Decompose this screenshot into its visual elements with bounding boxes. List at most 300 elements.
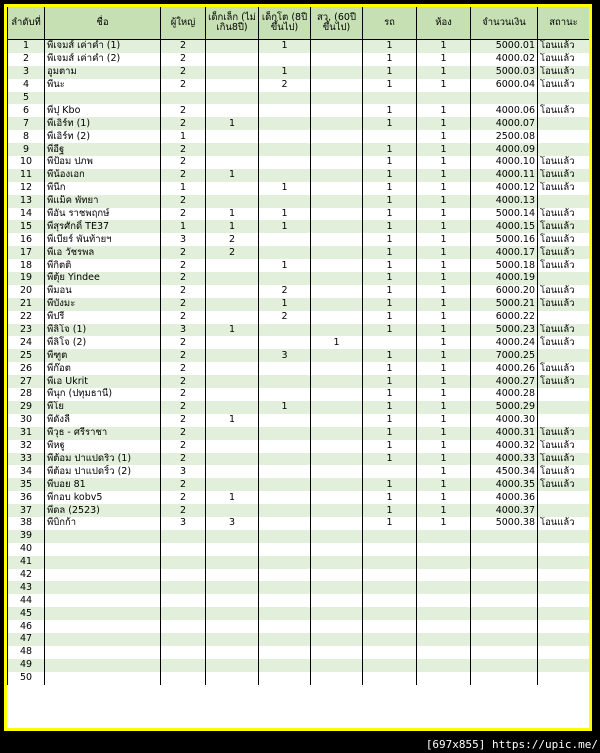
cell-seniors: [311, 556, 363, 569]
cell-index: 42: [8, 569, 45, 582]
table-row: [8, 92, 590, 105]
cell-amount: [471, 530, 538, 543]
cell-adults: 2: [161, 440, 206, 453]
cell-amount: 5000.14: [471, 208, 538, 221]
cell-seniors: [311, 324, 363, 337]
cell-index: 23: [8, 324, 45, 337]
cell-big-kids: [259, 504, 311, 517]
cell-adults: 2: [161, 246, 206, 259]
cell-adults: 2: [161, 504, 206, 517]
cell-index: 17: [8, 246, 45, 259]
cell-amount: 4000.13: [471, 195, 538, 208]
table-body: [8, 40, 590, 685]
cell-small-kids: [206, 440, 259, 453]
cell-small-kids: [206, 646, 259, 659]
table-row: [8, 324, 590, 337]
cell-seniors: [311, 633, 363, 646]
cell-room: 1: [417, 259, 471, 272]
cell-small-kids: [206, 659, 259, 672]
cell-car: [363, 465, 417, 478]
cell-small-kids: [206, 272, 259, 285]
cell-room: 1: [417, 440, 471, 453]
cell-name: พี่บังมะ: [45, 298, 161, 311]
cell-seniors: [311, 220, 363, 233]
cell-status: โอนแล้ว: [538, 66, 590, 79]
cell-big-kids: 1: [259, 220, 311, 233]
cell-small-kids: [206, 375, 259, 388]
cell-adults: 2: [161, 311, 206, 324]
cell-name: พี่ลิโจ (2): [45, 336, 161, 349]
cell-seniors: [311, 478, 363, 491]
cell-adults: 2: [161, 272, 206, 285]
cell-name: พี่กิตติ: [45, 259, 161, 272]
cell-room: 1: [417, 491, 471, 504]
cell-room: 1: [417, 478, 471, 491]
cell-room: [417, 556, 471, 569]
cell-amount: 5000.21: [471, 298, 538, 311]
cell-name: พี่บิ๊กก้า: [45, 517, 161, 530]
table-row: [8, 182, 590, 195]
cell-small-kids: [206, 156, 259, 169]
table-row: [8, 414, 590, 427]
cell-status: [538, 388, 590, 401]
cell-small-kids: [206, 79, 259, 92]
table-row: [8, 375, 590, 388]
cell-amount: 4000.30: [471, 414, 538, 427]
cell-index: 48: [8, 646, 45, 659]
cell-adults: 2: [161, 478, 206, 491]
cell-amount: [471, 620, 538, 633]
table-row: [8, 478, 590, 491]
cell-name: [45, 543, 161, 556]
table-row: [8, 388, 590, 401]
cell-big-kids: [259, 324, 311, 337]
cell-big-kids: [259, 427, 311, 440]
cell-name: พี่เอิร์ท (2): [45, 130, 161, 143]
cell-name: [45, 581, 161, 594]
cell-car: [363, 92, 417, 105]
cell-big-kids: [259, 581, 311, 594]
cell-room: 1: [417, 104, 471, 117]
cell-status: โอนแล้ว: [538, 156, 590, 169]
cell-name: พี่บอย 81: [45, 478, 161, 491]
cell-big-kids: [259, 233, 311, 246]
cell-big-kids: 1: [259, 40, 311, 53]
cell-amount: 5000.38: [471, 517, 538, 530]
cell-status: [538, 594, 590, 607]
cell-amount: 4000.33: [471, 453, 538, 466]
cell-adults: 2: [161, 66, 206, 79]
cell-index: 8: [8, 130, 45, 143]
cell-car: [363, 620, 417, 633]
cell-status: [538, 659, 590, 672]
table-row: [8, 504, 590, 517]
cell-amount: 4000.17: [471, 246, 538, 259]
cell-small-kids: [206, 620, 259, 633]
cell-amount: 5000.23: [471, 324, 538, 337]
cell-big-kids: [259, 362, 311, 375]
cell-amount: 5000.16: [471, 233, 538, 246]
cell-big-kids: [259, 478, 311, 491]
cell-status: [538, 414, 590, 427]
cell-car: [363, 672, 417, 685]
cell-seniors: [311, 40, 363, 53]
cell-big-kids: 1: [259, 182, 311, 195]
table-row: [8, 156, 590, 169]
cell-big-kids: [259, 414, 311, 427]
cell-name: พี่ตุ้ย Yindee: [45, 272, 161, 285]
table-row: [8, 672, 590, 685]
cell-adults: 2: [161, 336, 206, 349]
cell-room: [417, 543, 471, 556]
image-host-footer: [697x855] https://upic.me/: [425, 738, 598, 751]
cell-name: พี่สุรศักดิ์ TE37: [45, 220, 161, 233]
cell-adults: 3: [161, 233, 206, 246]
cell-index: 5: [8, 92, 45, 105]
header-cell-seniors: สว. (60ปีขึ้นไป): [311, 7, 363, 40]
cell-name: [45, 556, 161, 569]
cell-amount: 4000.36: [471, 491, 538, 504]
table-row: [8, 130, 590, 143]
cell-small-kids: [206, 336, 259, 349]
cell-amount: 7000.25: [471, 349, 538, 362]
cell-small-kids: [206, 453, 259, 466]
cell-small-kids: 1: [206, 324, 259, 337]
cell-amount: [471, 646, 538, 659]
cell-index: 7: [8, 117, 45, 130]
cell-seniors: [311, 569, 363, 582]
cell-seniors: [311, 195, 363, 208]
cell-seniors: [311, 311, 363, 324]
cell-car: 1: [363, 440, 417, 453]
table-row: [8, 556, 590, 569]
cell-car: 1: [363, 246, 417, 259]
cell-status: [538, 530, 590, 543]
cell-big-kids: [259, 156, 311, 169]
cell-big-kids: [259, 672, 311, 685]
cell-big-kids: [259, 130, 311, 143]
cell-room: 1: [417, 311, 471, 324]
cell-room: 1: [417, 285, 471, 298]
cell-big-kids: [259, 336, 311, 349]
cell-adults: 3: [161, 324, 206, 337]
table-row: [8, 427, 590, 440]
cell-big-kids: [259, 246, 311, 259]
cell-room: 1: [417, 336, 471, 349]
cell-car: 1: [363, 169, 417, 182]
cell-adults: 2: [161, 298, 206, 311]
cell-name: พี่มอน: [45, 285, 161, 298]
cell-amount: 4000.12: [471, 182, 538, 195]
cell-car: 1: [363, 491, 417, 504]
cell-seniors: [311, 208, 363, 221]
cell-car: 1: [363, 156, 417, 169]
cell-amount: 6000.04: [471, 79, 538, 92]
cell-status: [538, 569, 590, 582]
cell-car: 1: [363, 285, 417, 298]
cell-status: โอนแล้ว: [538, 478, 590, 491]
table-row: [8, 336, 590, 349]
cell-status: [538, 672, 590, 685]
cell-big-kids: [259, 388, 311, 401]
booking-table: [7, 7, 589, 685]
cell-name: พี่ดังลี้: [45, 414, 161, 427]
cell-car: 1: [363, 104, 417, 117]
cell-small-kids: [206, 298, 259, 311]
cell-room: [417, 581, 471, 594]
cell-adults: 2: [161, 79, 206, 92]
cell-room: 1: [417, 324, 471, 337]
table-row: [8, 233, 590, 246]
cell-status: [538, 92, 590, 105]
cell-adults: 2: [161, 143, 206, 156]
cell-seniors: [311, 607, 363, 620]
cell-room: 1: [417, 246, 471, 259]
cell-index: 14: [8, 208, 45, 221]
header-cell-small-kids: เด็กเล็ก (ไม่เกิน8ปี): [206, 7, 259, 40]
cell-small-kids: [206, 130, 259, 143]
cell-status: โอนแล้ว: [538, 220, 590, 233]
table-row: [8, 208, 590, 221]
cell-room: 1: [417, 362, 471, 375]
cell-name: [45, 569, 161, 582]
cell-name: พี่ก๊อต: [45, 362, 161, 375]
cell-index: 28: [8, 388, 45, 401]
cell-small-kids: 1: [206, 491, 259, 504]
cell-status: โอนแล้ว: [538, 375, 590, 388]
cell-status: [538, 349, 590, 362]
cell-seniors: [311, 298, 363, 311]
cell-seniors: [311, 169, 363, 182]
cell-index: 38: [8, 517, 45, 530]
cell-seniors: [311, 156, 363, 169]
cell-adults: 1: [161, 130, 206, 143]
cell-name: [45, 633, 161, 646]
cell-room: 1: [417, 453, 471, 466]
cell-amount: 4000.19: [471, 272, 538, 285]
cell-status: [538, 272, 590, 285]
cell-car: 1: [363, 66, 417, 79]
table-row: [8, 117, 590, 130]
cell-small-kids: 2: [206, 233, 259, 246]
cell-seniors: [311, 53, 363, 66]
cell-status: โอนแล้ว: [538, 182, 590, 195]
cell-big-kids: [259, 517, 311, 530]
header-cell-adults: ผู้ใหญ่: [161, 7, 206, 40]
cell-amount: 4000.09: [471, 143, 538, 156]
cell-big-kids: 1: [259, 298, 311, 311]
cell-small-kids: [206, 607, 259, 620]
cell-amount: 4000.26: [471, 362, 538, 375]
cell-car: 1: [363, 362, 417, 375]
table-row: [8, 246, 590, 259]
cell-name: พี่ป้อม ปภพ: [45, 156, 161, 169]
cell-car: [363, 633, 417, 646]
cell-room: [417, 672, 471, 685]
cell-seniors: [311, 543, 363, 556]
cell-status: โอนแล้ว: [538, 362, 590, 375]
cell-index: 36: [8, 491, 45, 504]
cell-small-kids: [206, 504, 259, 517]
cell-adults: 2: [161, 259, 206, 272]
table-row: [8, 607, 590, 620]
cell-amount: 5000.03: [471, 66, 538, 79]
cell-index: 32: [8, 440, 45, 453]
cell-amount: 4000.11: [471, 169, 538, 182]
cell-adults: 1: [161, 220, 206, 233]
cell-car: [363, 130, 417, 143]
cell-car: 1: [363, 272, 417, 285]
cell-room: 1: [417, 375, 471, 388]
cell-adults: 3: [161, 517, 206, 530]
cell-adults: 2: [161, 40, 206, 53]
cell-amount: 4000.06: [471, 104, 538, 117]
cell-status: โอนแล้ว: [538, 259, 590, 272]
cell-status: โอนแล้ว: [538, 324, 590, 337]
header-cell-amount: จำนวนเงิน: [471, 7, 538, 40]
cell-index: 30: [8, 414, 45, 427]
cell-name: พี่เอ วัชรพล: [45, 246, 161, 259]
cell-big-kids: [259, 453, 311, 466]
cell-big-kids: [259, 272, 311, 285]
cell-seniors: [311, 259, 363, 272]
cell-name: พี่หฐู: [45, 440, 161, 453]
cell-amount: [471, 659, 538, 672]
cell-car: 1: [363, 117, 417, 130]
cell-room: 1: [417, 53, 471, 66]
cell-index: 29: [8, 401, 45, 414]
cell-status: โอนแล้ว: [538, 233, 590, 246]
table-row: [8, 349, 590, 362]
cell-seniors: [311, 672, 363, 685]
cell-small-kids: [206, 40, 259, 53]
cell-car: 1: [363, 195, 417, 208]
cell-room: [417, 92, 471, 105]
cell-seniors: [311, 246, 363, 259]
cell-amount: [471, 594, 538, 607]
cell-seniors: [311, 130, 363, 143]
cell-name: พี่เอ Ukrit: [45, 375, 161, 388]
cell-car: 1: [363, 427, 417, 440]
cell-big-kids: [259, 633, 311, 646]
cell-name: พี่ต้อม ปาแปดริ้ว (2): [45, 465, 161, 478]
cell-status: โอนแล้ว: [538, 169, 590, 182]
cell-name: [45, 92, 161, 105]
cell-room: [417, 646, 471, 659]
cell-room: [417, 607, 471, 620]
cell-room: 1: [417, 117, 471, 130]
cell-small-kids: [206, 195, 259, 208]
cell-index: 25: [8, 349, 45, 362]
cell-status: [538, 504, 590, 517]
cell-room: 1: [417, 169, 471, 182]
cell-adults: [161, 543, 206, 556]
cell-index: 43: [8, 581, 45, 594]
cell-big-kids: [259, 53, 311, 66]
cell-status: โอนแล้ว: [538, 208, 590, 221]
cell-status: [538, 581, 590, 594]
cell-adults: [161, 646, 206, 659]
cell-adults: [161, 607, 206, 620]
cell-seniors: [311, 530, 363, 543]
cell-amount: [471, 543, 538, 556]
cell-big-kids: [259, 530, 311, 543]
cell-name: [45, 530, 161, 543]
cell-seniors: [311, 375, 363, 388]
cell-small-kids: [206, 311, 259, 324]
cell-status: โอนแล้ว: [538, 465, 590, 478]
table-row: [8, 491, 590, 504]
cell-big-kids: [259, 195, 311, 208]
cell-index: 39: [8, 530, 45, 543]
cell-big-kids: 1: [259, 208, 311, 221]
cell-small-kids: [206, 66, 259, 79]
cell-car: [363, 530, 417, 543]
table-row: [8, 66, 590, 79]
cell-big-kids: 2: [259, 79, 311, 92]
table-row: [8, 220, 590, 233]
table-row: [8, 530, 590, 543]
cell-big-kids: [259, 556, 311, 569]
cell-status: โอนแล้ว: [538, 298, 590, 311]
table-row: [8, 311, 590, 324]
cell-index: 35: [8, 478, 45, 491]
cell-index: 33: [8, 453, 45, 466]
cell-small-kids: [206, 182, 259, 195]
cell-adults: 2: [161, 117, 206, 130]
cell-index: 46: [8, 620, 45, 633]
cell-room: 1: [417, 427, 471, 440]
cell-index: 2: [8, 53, 45, 66]
cell-name: [45, 672, 161, 685]
cell-index: 27: [8, 375, 45, 388]
cell-small-kids: [206, 427, 259, 440]
cell-seniors: [311, 414, 363, 427]
cell-small-kids: [206, 349, 259, 362]
cell-amount: 4000.32: [471, 440, 538, 453]
cell-status: โอนแล้ว: [538, 285, 590, 298]
cell-seniors: [311, 104, 363, 117]
cell-index: 20: [8, 285, 45, 298]
cell-seniors: [311, 581, 363, 594]
cell-car: 1: [363, 478, 417, 491]
cell-name: พี่นุก (ปทุมธานี): [45, 388, 161, 401]
header-cell-name: ชื่อ: [45, 7, 161, 40]
cell-car: 1: [363, 40, 417, 53]
cell-status: [538, 143, 590, 156]
cell-room: [417, 659, 471, 672]
cell-status: [538, 130, 590, 143]
cell-car: 1: [363, 53, 417, 66]
cell-index: 40: [8, 543, 45, 556]
cell-adults: 2: [161, 156, 206, 169]
cell-seniors: [311, 233, 363, 246]
cell-index: 45: [8, 607, 45, 620]
table-row: [8, 362, 590, 375]
cell-index: 11: [8, 169, 45, 182]
cell-amount: [471, 633, 538, 646]
cell-index: 6: [8, 104, 45, 117]
cell-name: พี่ปุ Kbo: [45, 104, 161, 117]
cell-name: [45, 646, 161, 659]
cell-small-kids: 3: [206, 517, 259, 530]
cell-room: 1: [417, 130, 471, 143]
cell-amount: 4000.27: [471, 375, 538, 388]
cell-room: 1: [417, 40, 471, 53]
table-row: [8, 79, 590, 92]
cell-room: 1: [417, 233, 471, 246]
table-row: [8, 285, 590, 298]
